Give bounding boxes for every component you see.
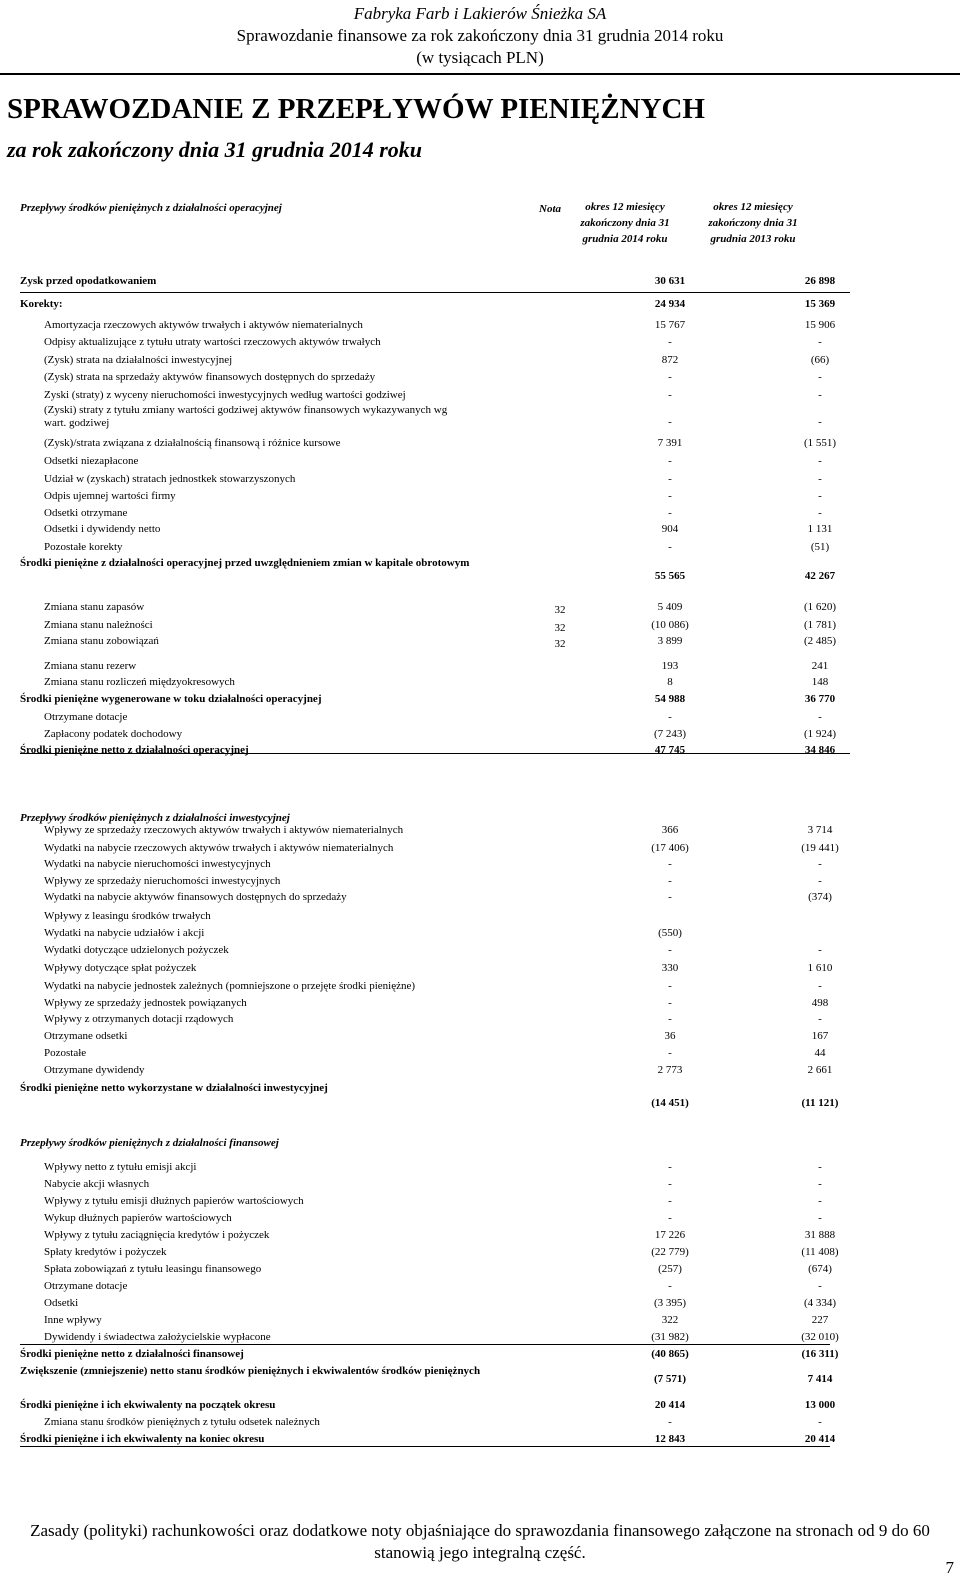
row-value-2013: 31 888 <box>804 1229 836 1241</box>
row-value-2014: (17 406) <box>651 842 689 854</box>
row-value-2013: 3 714 <box>807 824 833 836</box>
row-value-2014: - <box>668 711 672 723</box>
row-value-2014: 17 226 <box>654 1229 686 1241</box>
row-value-2014: 8 <box>667 676 673 688</box>
row-label: Wydatki dotyczące udzielonych pożyczek <box>44 944 229 956</box>
row-value-2014: - <box>668 371 672 383</box>
row-label: Nabycie akcji własnych <box>44 1178 150 1190</box>
row-label: Środki pieniężne wygenerowane w toku działalności operacyjnej <box>20 693 322 705</box>
row-value-2013: - <box>818 455 822 467</box>
row-value-2014: (550) <box>658 927 682 939</box>
row-value-2014: (7 571) <box>653 1373 687 1385</box>
row-label: Pozostałe korekty <box>44 541 123 553</box>
row-label: Odsetki niezapłacone <box>44 455 139 467</box>
row-label: Zmiana stanu należności <box>44 619 153 631</box>
row-value-2014: - <box>668 997 672 1009</box>
row-label: Zysk przed opodatkowaniem <box>20 275 157 287</box>
row-value-2013: 227 <box>811 1314 829 1326</box>
row-value-2014: 24 934 <box>654 298 686 310</box>
row-label: Środki pieniężne netto wykorzystane w działalności inwestycyjnej <box>20 1082 328 1094</box>
row-value-2014: - <box>668 858 672 870</box>
row-value-2014: 322 <box>661 1314 679 1326</box>
row-value-2013: - <box>818 944 822 956</box>
row-value-2013: - <box>818 336 822 348</box>
row-value-2013: (1 551) <box>803 437 837 449</box>
row-value-2014: 5 409 <box>657 601 683 613</box>
row-label: Inne wpływy <box>44 1314 102 1326</box>
row-label: Zmiana stanu środków pieniężnych z tytułu odsetek należnych <box>44 1416 320 1428</box>
row-value-2013: - <box>818 711 822 723</box>
row-label: Odsetki i dywidendy netto <box>44 523 161 535</box>
row-value-2013: 42 267 <box>804 570 836 582</box>
row-value-2013: - <box>818 416 822 428</box>
row-label: Udział w (zyskach) stratach jednostkek stowarzyszonych <box>44 473 296 485</box>
col-2014-header: okres 12 miesięcy zakończony dnia 31 grudnia 2014 roku <box>580 201 670 245</box>
row-value-2014: - <box>668 1212 672 1224</box>
table-rule <box>20 292 850 293</box>
row-value-2014: - <box>668 1416 672 1428</box>
row-label: Odsetki otrzymane <box>44 507 128 519</box>
row-value-2013: - <box>818 1416 822 1428</box>
row-value-2013: 1 131 <box>807 523 833 535</box>
row-value-2013: (16 311) <box>801 1348 839 1360</box>
row-value-2014: - <box>668 455 672 467</box>
row-value-2013: - <box>818 980 822 992</box>
row-value-2014: (22 779) <box>651 1246 689 1258</box>
row-label: Zyski (straty) z wyceny nieruchomości inwestycyjnych według wartości godziwej <box>44 389 406 401</box>
row-value-2014: 3 899 <box>657 635 683 647</box>
row-value-2013: - <box>818 1280 822 1292</box>
row-label: Zmiana stanu zapasów <box>44 601 145 613</box>
row-value-2014: 330 <box>661 962 679 974</box>
row-value-2014: - <box>668 980 672 992</box>
row-label: (Zyski) straty z tytułu zmiany wartości godziwej aktywów finansowych wykazywanych wg wart. godziwej <box>44 404 448 429</box>
table-rule <box>20 1446 830 1447</box>
row-label: (Zysk) strata na sprzedaży aktywów finansowych dostępnych do sprzedaży <box>44 371 376 383</box>
row-value-2013: (1 781) <box>803 619 837 631</box>
row-value-2014: 36 <box>664 1030 676 1042</box>
row-nota: 32 <box>554 638 566 650</box>
table-rule <box>20 753 850 754</box>
row-label: Korekty: <box>20 298 63 310</box>
row-label: Wpływy z leasingu środków trwałych <box>44 910 211 922</box>
row-label: Wpływy ze sprzedaży jednostek powiązanych <box>44 997 247 1009</box>
row-value-2014: 54 988 <box>654 693 686 705</box>
row-value-2013: 44 <box>814 1047 826 1059</box>
row-value-2014: - <box>668 891 672 903</box>
row-label: Odpis ujemnej wartości firmy <box>44 490 176 502</box>
section-investing-heading: Przepływy środków pieniężnych z działalności inwestycyjnej <box>20 812 290 824</box>
section-financing-heading: Przepływy środków pieniężnych z działalności finansowej <box>20 1137 279 1149</box>
row-value-2013: (51) <box>810 541 830 553</box>
row-value-2013: (11 121) <box>801 1097 839 1109</box>
row-label: Wydatki na nabycie aktywów finansowych dostępnych do sprzedaży <box>44 891 347 903</box>
row-value-2013: - <box>818 1212 822 1224</box>
row-value-2013: - <box>818 371 822 383</box>
row-label: Odpisy aktualizujące z tytułu utraty wartości rzeczowych aktywów trwałych <box>44 336 381 348</box>
row-value-2014: (14 451) <box>651 1097 689 1109</box>
row-label: Wydatki na nabycie rzeczowych aktywów trwałych i aktywów niematerialnych <box>44 842 394 854</box>
row-value-2013: 167 <box>811 1030 829 1042</box>
row-value-2013: (2 485) <box>803 635 837 647</box>
row-label: Dywidendy i świadectwa założycielskie wypłacone <box>44 1331 271 1343</box>
row-value-2013: - <box>818 1161 822 1173</box>
row-value-2013: 13 000 <box>804 1399 836 1411</box>
row-label: Spłaty kredytów i pożyczek <box>44 1246 167 1258</box>
row-value-2013: (4 334) <box>803 1297 837 1309</box>
page-title: SPRAWOZDANIE Z PRZEPŁYWÓW PIENIĘŻNYCH <box>7 93 705 125</box>
row-label: Wpływy z tytułu zaciągnięcia kredytów i pożyczek <box>44 1229 270 1241</box>
row-value-2013: - <box>818 507 822 519</box>
row-label: Amortyzacja rzeczowych aktywów trwałych i aktywów niematerialnych <box>44 319 363 331</box>
row-value-2014: 872 <box>661 354 679 366</box>
row-value-2013: - <box>818 490 822 502</box>
footer-note: Zasady (polityki) rachunkowości oraz dodatkowe noty objaśniające do sprawozdania finansowego załączone na stronach od 9 do 60 stanowią jego integralną część. <box>30 1521 930 1563</box>
row-value-2014: (40 865) <box>651 1348 689 1360</box>
row-value-2014: (31 982) <box>651 1331 689 1343</box>
page-subtitle: za rok zakończony dnia 31 grudnia 2014 roku <box>7 137 423 162</box>
row-value-2013: (674) <box>808 1263 832 1275</box>
row-label: (Zysk) strata na działalności inwestycyjnej <box>44 354 233 366</box>
row-label: Wpływy netto z tytułu emisji akcji <box>44 1161 197 1173</box>
row-label: Pozostałe <box>44 1047 87 1059</box>
page-number: 7 <box>945 1558 954 1577</box>
report-name: Sprawozdanie finansowe za rok zakończony dnia 31 grudnia 2014 roku <box>236 26 724 45</box>
row-value-2014: 366 <box>661 824 679 836</box>
row-label: Środki pieniężne i ich ekwiwalenty na początek okresu <box>20 1399 276 1411</box>
row-value-2014: 55 565 <box>654 570 686 582</box>
row-label: Odsetki <box>44 1297 79 1309</box>
row-label: Wydatki na nabycie jednostek zależnych (pomniejszone o przejęte środki pieniężne) <box>44 980 416 992</box>
row-value-2013: - <box>818 1178 822 1190</box>
row-value-2013: (32 010) <box>801 1331 839 1343</box>
row-value-2014: (7 243) <box>653 728 687 740</box>
row-value-2013: 15 369 <box>804 298 836 310</box>
row-value-2013: 15 906 <box>804 319 836 331</box>
section-operating-heading: Przepływy środków pieniężnych z działalności operacyjnej <box>20 202 282 214</box>
row-value-2014: - <box>668 1195 672 1207</box>
row-value-2013: (1 620) <box>803 601 837 613</box>
row-value-2013: (66) <box>810 354 830 366</box>
row-value-2013: 241 <box>811 660 829 672</box>
col-2013-header: okres 12 miesięcy zakończony dnia 31 grudnia 2013 roku <box>708 201 798 245</box>
row-label: Wpływy z otrzymanych dotacji rządowych <box>44 1013 234 1025</box>
row-label: Wykup dłużnych papierów wartościowych <box>44 1212 232 1224</box>
row-label: Wydatki na nabycie nieruchomości inwestycyjnych <box>44 858 271 870</box>
row-value-2014: - <box>668 473 672 485</box>
row-value-2013: 1 610 <box>807 962 833 974</box>
row-value-2014: - <box>668 1280 672 1292</box>
row-label: Zmiana stanu zobowiązań <box>44 635 159 647</box>
row-value-2013: (11 408) <box>801 1246 839 1258</box>
row-value-2013: - <box>818 473 822 485</box>
row-value-2014: - <box>668 416 672 428</box>
row-value-2014: 47 745 <box>654 744 686 756</box>
row-label: Wydatki na nabycie udziałów i akcji <box>44 927 205 939</box>
row-value-2014: 20 414 <box>654 1399 686 1411</box>
row-label: Otrzymane dotacje <box>44 711 128 723</box>
row-nota: 32 <box>554 604 566 616</box>
row-value-2013: - <box>818 389 822 401</box>
row-label: Wpływy ze sprzedaży nieruchomości inwestycyjnych <box>44 875 281 887</box>
row-label: Zapłacony podatek dochodowy <box>44 728 183 740</box>
row-value-2013: 498 <box>811 997 829 1009</box>
row-label: Wpływy dotyczące spłat pożyczek <box>44 962 197 974</box>
row-label: Zmiana stanu rozliczeń międzyokresowych <box>44 676 235 688</box>
row-value-2013: (374) <box>808 891 832 903</box>
row-value-2014: - <box>668 1047 672 1059</box>
row-label: Środki pieniężne i ich ekwiwalenty na koniec okresu <box>20 1433 265 1445</box>
row-value-2013: 148 <box>811 676 829 688</box>
header-divider <box>0 73 960 75</box>
row-value-2013: 34 846 <box>804 744 836 756</box>
row-value-2014: - <box>668 1161 672 1173</box>
row-label: Spłata zobowiązań z tytułu leasingu finansowego <box>44 1263 262 1275</box>
row-value-2013: - <box>818 858 822 870</box>
row-value-2013: (19 441) <box>801 842 839 854</box>
row-nota: 32 <box>554 622 566 634</box>
row-label: Zmiana stanu rezerw <box>44 660 137 672</box>
row-label: Otrzymane odsetki <box>44 1030 128 1042</box>
row-value-2014: - <box>668 1013 672 1025</box>
row-label: (Zysk)/strata związana z działalnością finansową i różnice kursowe <box>44 437 341 449</box>
row-label: Środki pieniężne netto z działalności finansowej <box>20 1348 244 1360</box>
row-value-2014: - <box>668 490 672 502</box>
row-label: Otrzymane dotacje <box>44 1280 128 1292</box>
row-value-2014: 193 <box>661 660 679 672</box>
row-label: Otrzymane dywidendy <box>44 1064 145 1076</box>
row-value-2014: - <box>668 541 672 553</box>
nota-header: Nota <box>539 203 561 215</box>
row-value-2013: (1 924) <box>803 728 837 740</box>
row-value-2014: - <box>668 336 672 348</box>
table-rule <box>20 1344 830 1345</box>
row-value-2013: - <box>818 1195 822 1207</box>
row-value-2014: - <box>668 507 672 519</box>
row-value-2014: - <box>668 875 672 887</box>
row-value-2013: - <box>818 875 822 887</box>
row-value-2013: 7 414 <box>807 1373 833 1385</box>
row-value-2013: 26 898 <box>804 275 836 287</box>
row-value-2014: - <box>668 944 672 956</box>
row-value-2014: 2 773 <box>657 1064 683 1076</box>
row-label: Wpływy z tytułu emisji dłużnych papierów wartościowych <box>44 1195 304 1207</box>
row-value-2013: 20 414 <box>804 1433 836 1445</box>
row-value-2014: - <box>668 389 672 401</box>
row-label: Środki pieniężne z działalności operacyjnej przed uwzględnieniem zmian w kapitale obrotowym <box>20 557 470 569</box>
row-value-2013: 36 770 <box>804 693 836 705</box>
row-value-2014: 15 767 <box>654 319 686 331</box>
row-value-2014: (257) <box>658 1263 682 1275</box>
company-name: Fabryka Farb i Lakierów Śnieżka SA <box>353 4 607 23</box>
row-value-2013: 2 661 <box>807 1064 833 1076</box>
row-value-2014: (10 086) <box>651 619 689 631</box>
currency-unit: (w tysiącach PLN) <box>416 48 544 67</box>
row-label: Wpływy ze sprzedaży rzeczowych aktywów trwałych i aktywów niematerialnych <box>44 824 404 836</box>
row-label: Środki pieniężne netto z działalności operacyjnej <box>20 744 249 756</box>
row-value-2014: - <box>668 1178 672 1190</box>
row-value-2014: 30 631 <box>654 275 686 287</box>
row-value-2013: - <box>818 1013 822 1025</box>
row-value-2014: 12 843 <box>654 1433 686 1445</box>
row-value-2014: (3 395) <box>653 1297 687 1309</box>
row-value-2014: 904 <box>661 523 679 535</box>
row-label: Zwiększenie (zmniejszenie) netto stanu środków pieniężnych i ekwiwalentów środków pieniężnych <box>20 1365 481 1377</box>
row-value-2014: 7 391 <box>657 437 683 449</box>
